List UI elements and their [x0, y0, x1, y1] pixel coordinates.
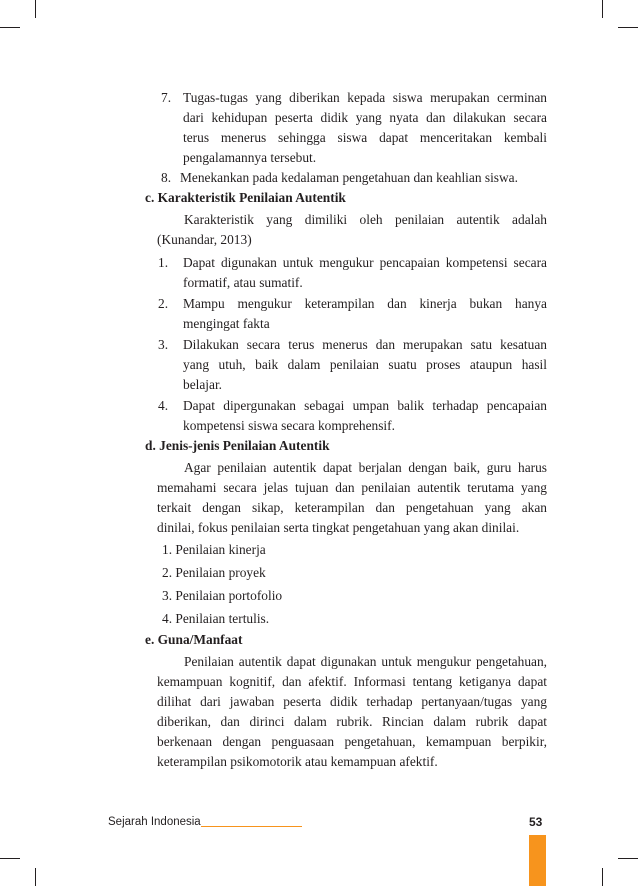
paragraph-line: kemampuan kognitif, dan afektif. Informasi tentang ketiganya dapat	[157, 674, 547, 689]
crop-mark	[602, 868, 603, 886]
crop-mark	[0, 858, 20, 859]
list-item: 3. Penilaian portofolio	[162, 588, 283, 603]
list-item-line: kompetensi siswa secara komprehensif.	[183, 418, 395, 433]
paragraph-line: berkenaan dengan penguasaan pengetahuan, kemampuan berpikir,	[157, 734, 547, 749]
page-tab-accent	[529, 835, 546, 886]
list-number: 7.	[161, 90, 172, 105]
paragraph-line: diberikan, dan dirinci dalam rubrik. Rincian dalam rubrik dapat	[157, 714, 547, 729]
list-item-line: pengalamannya tersebut.	[183, 150, 317, 165]
list-number: 2.	[158, 296, 169, 311]
list-item-line: yang utuh, baik dalam penilaian suatu proses ataupun hasil	[183, 357, 547, 372]
list-item-line: mengingat fakta	[183, 316, 270, 331]
paragraph-line: memahami secara jelas tujuan dan penilaian autentik terutama yang	[157, 480, 547, 495]
list-item-line: formatif, atau sumatif.	[183, 275, 303, 290]
list-item-line: belajar.	[183, 377, 223, 392]
page-number: 53	[529, 815, 543, 829]
crop-mark	[618, 858, 638, 859]
paragraph-line: terkait dengan sikap, keterampilan dan pengetahuan yang akan	[157, 500, 547, 515]
crop-mark	[602, 0, 603, 18]
list-item-line: Tugas-tugas yang diberikan kepada siswa merupakan cerminan	[183, 90, 547, 105]
list-item-line: dari kehidupan peserta didik yang nyata dan dilakukan secara	[183, 110, 547, 125]
list-number: 8.	[161, 170, 172, 185]
list-item-line: Menekankan pada kedalaman pengetahuan dan keahlian siswa.	[180, 170, 518, 185]
paragraph-line: Penilaian autentik dapat digunakan untuk mengukur pengetahuan,	[184, 654, 547, 669]
footer-rule	[201, 826, 302, 827]
list-number: 1.	[158, 255, 169, 270]
list-number: 3.	[158, 337, 169, 352]
list-number: 4.	[158, 398, 169, 413]
list-item-line: terus menerus sehingga siswa dapat menceritakan kembali	[183, 130, 547, 145]
crop-mark	[618, 27, 638, 28]
paragraph-line: dilihat dari jawaban peserta didik terhadap pertanyaan/tugas yang	[157, 694, 547, 709]
section-heading: e. Guna/Manfaat	[145, 632, 243, 647]
crop-mark	[35, 0, 36, 18]
list-item-line: Dapat dipergunakan sebagai umpan balik terhadap pencapaian	[183, 398, 547, 413]
list-item: 4. Penilaian tertulis.	[162, 611, 270, 626]
list-item: 1. Penilaian kinerja	[162, 542, 266, 557]
section-heading: d. Jenis-jenis Penilaian Autentik	[145, 438, 330, 453]
paragraph-line: (Kunandar, 2013)	[157, 232, 252, 247]
list-item-line: Mampu mengukur keterampilan dan kinerja bukan hanya	[183, 296, 547, 311]
list-item: 2. Penilaian proyek	[162, 565, 266, 580]
list-item-line: Dapat digunakan untuk mengukur pencapaian kompetensi secara	[183, 255, 547, 270]
paragraph-line: Agar penilaian autentik dapat berjalan dengan baik, guru harus	[184, 460, 547, 475]
paragraph-line: dinilai, fokus penilaian serta tingkat pengetahuan yang akan dinilai.	[157, 520, 520, 535]
section-heading: c. Karakteristik Penilaian Autentik	[145, 190, 346, 205]
footer-book-title: Sejarah Indonesia	[108, 816, 201, 828]
crop-mark	[0, 27, 20, 28]
paragraph-line: keterampilan psikomotorik atau kemampuan afektif.	[157, 754, 438, 769]
paragraph-line: Karakteristik yang dimiliki oleh penilaian autentik adalah	[184, 212, 547, 227]
crop-mark	[35, 868, 36, 886]
list-item-line: Dilakukan secara terus menerus dan merupakan satu kesatuan	[183, 337, 547, 352]
